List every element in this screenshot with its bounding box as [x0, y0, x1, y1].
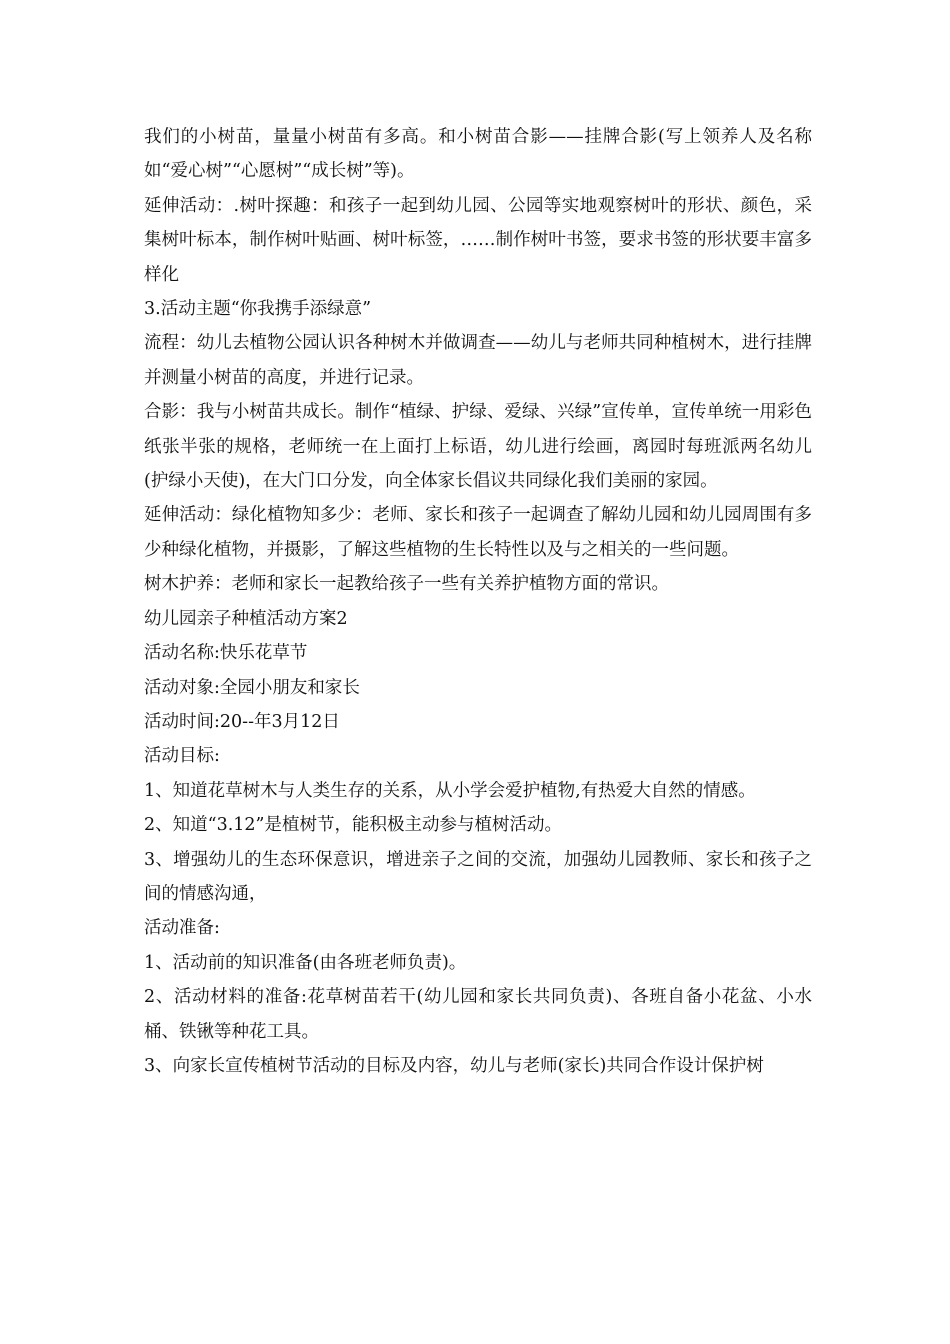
heading-plan-2: 幼儿园亲子种植活动方案2	[144, 608, 348, 629]
paragraph-greening-extension: 延伸活动：绿化植物知多少：老师、家长和孩子一起调查了解幼儿园和幼儿园周围有多少种绿化植物，并摄影，了解这些植物的生长特性以及与之相关的一些问题。	[144, 505, 812, 560]
paragraph-tree-care: 树木护养：老师和家长一起教给孩子一些有关养护植物方面的常识。	[144, 574, 669, 595]
paragraph-theme-3: 3.活动主题“你我携手添绿意”	[144, 299, 372, 320]
activity-time: 活动时间:20--年3月12日	[144, 711, 340, 732]
preparation-item-1: 1、活动前的知识准备(由各班老师负责)。	[144, 952, 467, 973]
goal-item-2: 2、知道“3.12”是植树节，能积极主动参与植树活动。	[144, 815, 562, 836]
activity-name: 活动名称:快乐花草节	[144, 643, 308, 664]
paragraph-process: 流程：幼儿去植物公园认识各种树木并做调查——幼儿与老师共同种植树木，进行挂牌并测量小树苗的高度，并进行记录。	[144, 333, 812, 388]
document-body	[144, 120, 812, 1083]
activity-audience: 活动对象:全园小朋友和家长	[144, 677, 360, 698]
paragraph-sapling-photo: 我们的小树苗，量量小树苗有多高。和小树苗合影——挂牌合影(写上领养人及名称如“爱心树”“心愿树”“成长树”等)。	[144, 127, 812, 182]
preparation-item-3: 3、向家长宣传植树节活动的目标及内容，幼儿与老师(家长)共同合作设计保护树	[144, 1055, 764, 1076]
preparation-heading: 活动准备:	[144, 918, 220, 939]
paragraph-leaf-extension: 延伸活动：.树叶探趣：和孩子一起到幼儿园、公园等实地观察树叶的形状、颜色，采集树叶标本，制作树叶贴画、树叶标签，……制作树叶书签，要求书签的形状要丰富多样化	[144, 195, 812, 285]
preparation-item-2: 2、活动材料的准备:花草树苗若干(幼儿园和家长共同负责)、各班自备小花盆、小水桶、铁锹等种花工具。	[144, 987, 812, 1042]
paragraph-group-photo: 合影：我与小树苗共成长。制作“植绿、护绿、爱绿、兴绿”宣传单，宣传单统一用彩色纸张半张的规格，老师统一在上面打上标语，幼儿进行绘画，离园时每班派两名幼儿(护绿小天使)，在大门口分发，向全体家长倡议共同绿化我们美丽的家园。	[144, 402, 812, 492]
goal-item-3: 3、增强幼儿的生态环保意识，增进亲子之间的交流，加强幼儿园教师、家长和孩子之间的情感沟通，	[144, 849, 812, 904]
goal-item-1: 1、知道花草树木与人类生存的关系，从小学会爱护植物,有热爱大自然的情感。	[144, 780, 756, 801]
activity-goals-heading: 活动目标:	[144, 746, 220, 767]
